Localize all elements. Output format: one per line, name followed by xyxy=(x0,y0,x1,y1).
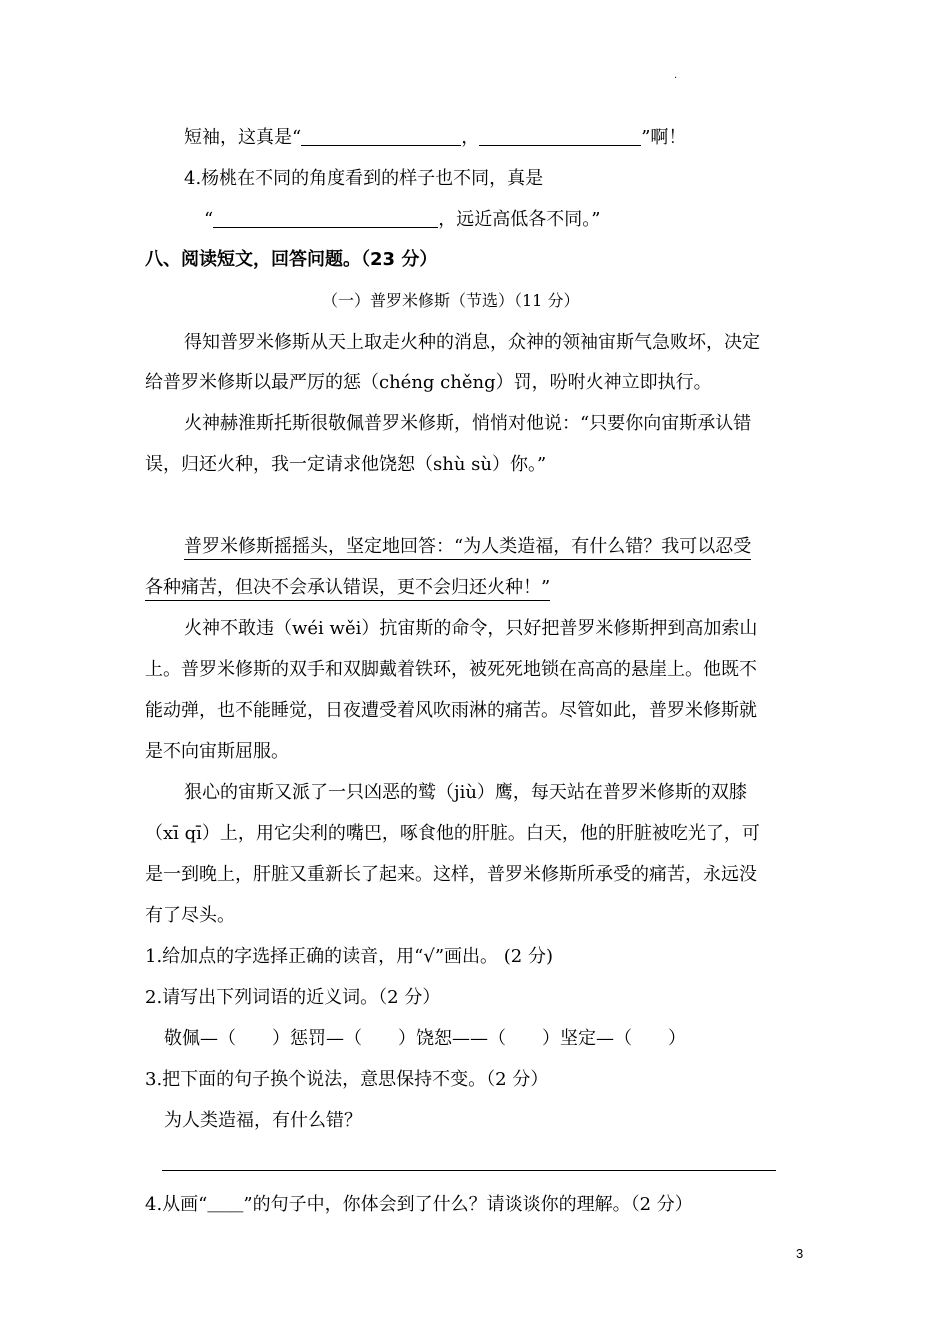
fill-line-2-open: “ xyxy=(204,209,214,230)
paragraph-5-line-1: 狠心的宙斯又派了一只凶恶的鹫（jiù）鹰，每天站在普罗米修斯的双膝 xyxy=(184,782,747,803)
fill-line-2 xyxy=(204,208,600,232)
fill-line-1-suffix: ”啊！ xyxy=(641,127,687,148)
answer-line[interactable] xyxy=(162,1170,776,1171)
page-number: 3 xyxy=(796,1246,804,1261)
blank-1[interactable] xyxy=(301,127,461,146)
paragraph-3-line-2 xyxy=(145,576,550,600)
question-4-intro: 4.杨桃在不同的角度看到的样子也不同，真是 xyxy=(184,168,544,189)
top-mark: . xyxy=(674,70,678,81)
blank-3[interactable] xyxy=(213,209,438,228)
underlined-sentence-part-2: 各种痛苦，但决不会承认错误，更不会归还火种！” xyxy=(145,577,550,601)
paragraph-1-line-1: 得知普罗米修斯从天上取走火种的消息，众神的领袖宙斯气急败坏，决定 xyxy=(184,332,760,353)
paragraph-4-line-4: 是不向宙斯屈服。 xyxy=(145,741,289,762)
paragraph-2-line-1: 火神赫淮斯托斯很敬佩普罗米修斯，悄悄对他说：“只要你向宙斯承认错 xyxy=(184,413,752,434)
paragraph-4-line-2: 上。普罗米修斯的双手和双脚戴着铁环，被死死地锁在高高的悬崖上。他既不 xyxy=(145,659,757,680)
question-1: 1.给加点的字选择正确的读音，用“√”画出。 (2 分) xyxy=(145,946,553,967)
paragraph-4-line-1: 火神不敢违（wéi wěi）抗宙斯的命令，只好把普罗米修斯押到高加索山 xyxy=(184,618,758,639)
passage-title: （一）普罗米修斯（节选）（11 分） xyxy=(322,291,580,310)
underlined-sentence-part-1: 普罗米修斯摇摇头，坚定地回答：“为人类造福，有什么错？我可以忍受 xyxy=(184,536,751,560)
question-2: 2.请写出下列词语的近义词。（2 分） xyxy=(145,987,441,1008)
fill-line-2-suffix: ，远近高低各不同。” xyxy=(438,209,601,230)
paragraph-5-line-2: （xī qī）上，用它尖利的嘴巴，啄食他的肝脏。白天，他的肝脏被吃光了，可 xyxy=(145,823,760,844)
paragraph-3-line-1 xyxy=(184,535,751,559)
question-4: 4.从画“＿＿”的句子中，你体会到了什么？请谈谈你的理解。（2 分） xyxy=(145,1194,693,1215)
question-2-words: 敬佩—（ ）惩罚—（ ）饶恕——（ ）坚定—（ ） xyxy=(164,1028,686,1049)
fill-line-1-comma: ， xyxy=(461,127,480,148)
question-3-sentence: 为人类造福，有什么错？ xyxy=(164,1110,362,1131)
paragraph-1-line-2: 给普罗米修斯以最严厉的惩（chéng chěng）罚，吩咐火神立即执行。 xyxy=(145,372,712,393)
fill-line-1 xyxy=(184,126,686,150)
question-3: 3.把下面的句子换个说法，意思保持不变。（2 分） xyxy=(145,1069,549,1090)
section-8-title: 八、阅读短文，回答问题。（23 分） xyxy=(145,249,438,270)
paragraph-5-line-3: 是一到晚上，肝脏又重新长了起来。这样，普罗米修斯所承受的痛苦，永远没 xyxy=(145,864,757,885)
blank-2[interactable] xyxy=(479,127,641,146)
fill-line-1-prefix: 短袖，这真是“ xyxy=(184,127,302,148)
paragraph-2-line-2: 误，归还火种，我一定请求他饶恕（shù sù）你。” xyxy=(145,454,547,475)
paragraph-5-line-4: 有了尽头。 xyxy=(145,905,235,926)
paragraph-4-line-3: 能动弹，也不能睡觉，日夜遭受着风吹雨淋的痛苦。尽管如此，普罗米修斯就 xyxy=(145,700,757,721)
